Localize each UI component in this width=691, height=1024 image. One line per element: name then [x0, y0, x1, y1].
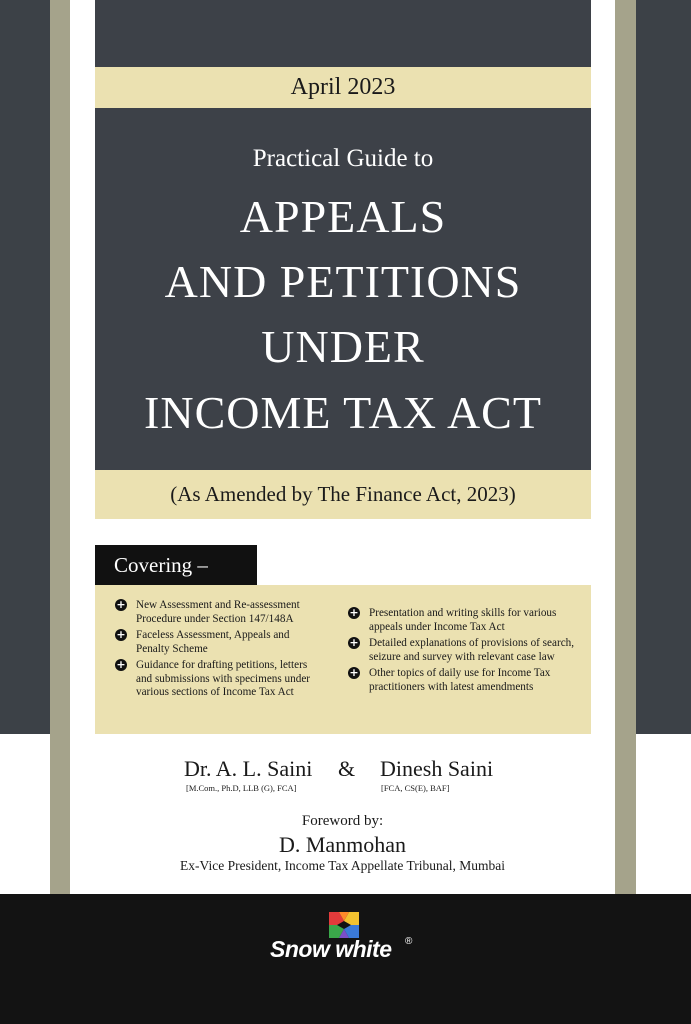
foreword-role: Ex-Vice President, Income Tax Appellate Tribunal, Mumbai	[180, 858, 505, 873]
foreword-name: D. Manmohan	[278, 832, 407, 857]
author-2-name: Dinesh Saini	[380, 756, 494, 781]
edition-date: April 2023	[95, 67, 591, 108]
book-title-line-1: APPEALS	[239, 191, 447, 242]
left-olive-stripe	[50, 0, 70, 894]
registered-mark: ®	[405, 936, 413, 947]
book-title-line-4: INCOME TAX ACT	[144, 387, 542, 438]
covering-item: + Detailed explanations of provisions of search, seizure and survey with relevant case law	[349, 636, 575, 663]
covering-item: + New Assessment and Re-assessment Procedure under Section 147/148A	[116, 598, 300, 625]
left-dark-panel	[0, 0, 50, 734]
author-1-credentials: [M.Com., Ph.D, LLB (G), FCA]	[186, 783, 297, 793]
plus-circle-icon: +	[116, 598, 126, 611]
publisher-logo-text: Snow white	[270, 936, 392, 962]
left-white-panel	[0, 734, 50, 894]
covering-right-column	[348, 607, 578, 697]
covering-left-column	[115, 599, 325, 703]
author-ampersand: &	[338, 756, 356, 781]
covering-label: Covering –	[95, 545, 257, 585]
covering-item: + Faceless Assessment, Appeals and Penalty Scheme	[116, 628, 290, 655]
plus-circle-icon: +	[349, 666, 359, 679]
plus-circle-icon: +	[349, 636, 359, 649]
author-1-name: Dr. A. L. Saini	[184, 756, 313, 781]
right-olive-stripe	[615, 0, 636, 894]
covering-item: + Presentation and writing skills for various appeals under Income Tax Act	[349, 606, 557, 633]
right-dark-panel	[636, 0, 691, 734]
author-2-credentials: [FCA, CS(E), BAF]	[381, 783, 450, 793]
right-white-panel	[636, 734, 691, 894]
covering-item: + Guidance for drafting petitions, letters and submissions with specimens under various sections of Income Tax Act	[116, 658, 311, 698]
plus-circle-icon: +	[116, 628, 126, 641]
plus-circle-icon: +	[349, 606, 359, 619]
book-title-line-3: UNDER	[261, 321, 425, 372]
foreword-label: Foreword by:	[301, 813, 384, 829]
covering-item: + Other topics of daily use for Income Tax practitioners with latest amendments	[349, 666, 551, 693]
amendment-note: (As Amended by The Finance Act, 2023)	[95, 470, 591, 519]
book-title-line-2: AND PETITIONS	[164, 256, 522, 307]
book-subtitle: Practical Guide to	[252, 145, 434, 172]
covering-box	[95, 585, 591, 734]
plus-circle-icon: +	[116, 658, 126, 671]
